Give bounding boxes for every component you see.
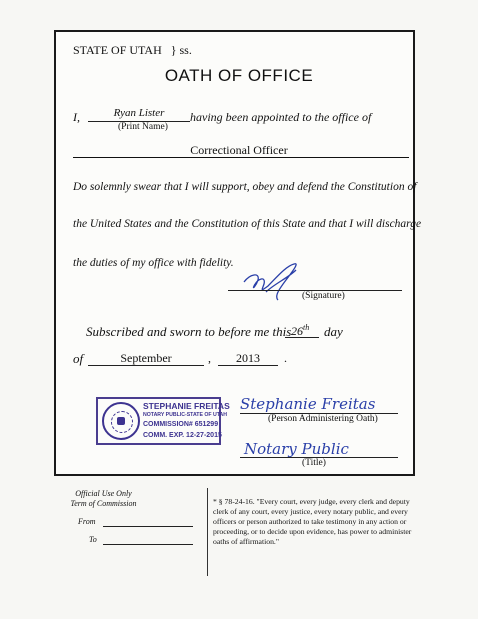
- day-word: day: [324, 324, 343, 339]
- appointment-text: having been appointed to the office of: [190, 110, 372, 124]
- notary-stamp: [96, 397, 230, 445]
- month-line: [88, 365, 204, 366]
- date-period: .: [284, 351, 287, 365]
- from-label: From: [78, 517, 96, 526]
- official-use-label: Official Use Only: [75, 489, 132, 498]
- ss-label: } ss.: [170, 43, 192, 57]
- stamp-name: STEPHANIE FREITAS: [143, 401, 230, 411]
- to-line: [103, 544, 193, 545]
- year-line: [218, 365, 278, 366]
- title-caption: (Title): [302, 458, 326, 468]
- stamp-line-2: COMMISSION# 651299: [143, 421, 219, 428]
- date-comma: ,: [208, 351, 211, 365]
- sworn-text: Subscribed and sworn to before me this: [86, 324, 292, 339]
- stamp-line-3: COMM. EXP. 12-27-2015: [143, 432, 222, 439]
- stamp-line-1: NOTARY PUBLIC-STATE OF UTAH: [143, 412, 228, 418]
- year-value: 2013: [236, 351, 260, 365]
- of-label: of: [73, 351, 84, 366]
- state-label: STATE OF UTAH: [73, 43, 162, 57]
- administering-signature: Stephanie Freitas: [240, 395, 376, 413]
- title-written: Notary Public: [244, 440, 349, 458]
- office-value: Correctional Officer: [190, 143, 288, 157]
- footer-divider: [207, 488, 208, 576]
- from-line: [103, 526, 193, 527]
- to-label: To: [89, 535, 97, 544]
- administering-caption: (Person Administering Oath): [268, 414, 378, 424]
- print-name-caption: (Print Name): [118, 122, 168, 132]
- month-value: September: [120, 351, 172, 365]
- oath-line-3: the duties of my office with fidelity.: [73, 257, 234, 269]
- statute-text: * § 78-24-16. "Every court, every judge, every clerk and deputy clerk of any court, every justice, every notary public, and every officers or person authorized to take testimony in any action or proceeding, or to decide upon evidence, has power to administer oaths of affirmation.": [213, 497, 412, 546]
- day-number: 26: [291, 324, 303, 338]
- day-suffix: th: [303, 323, 310, 332]
- print-name-value: Ryan Lister: [113, 107, 165, 119]
- office-line: [73, 157, 409, 158]
- oath-line-2: the United States and the Constitution of this State and that I will discharge: [73, 218, 422, 230]
- day-line: [285, 337, 319, 338]
- oath-line-1: Do solemnly swear that I will support, obey and defend the Constitution of: [73, 181, 417, 193]
- state-seal-icon: [102, 402, 140, 440]
- state-heading: [73, 43, 192, 58]
- signature-caption: (Signature): [302, 291, 345, 301]
- document-title: OATH OF OFFICE: [164, 66, 314, 85]
- i-prefix: I,: [73, 110, 80, 124]
- term-label: Term of Commission: [70, 499, 137, 508]
